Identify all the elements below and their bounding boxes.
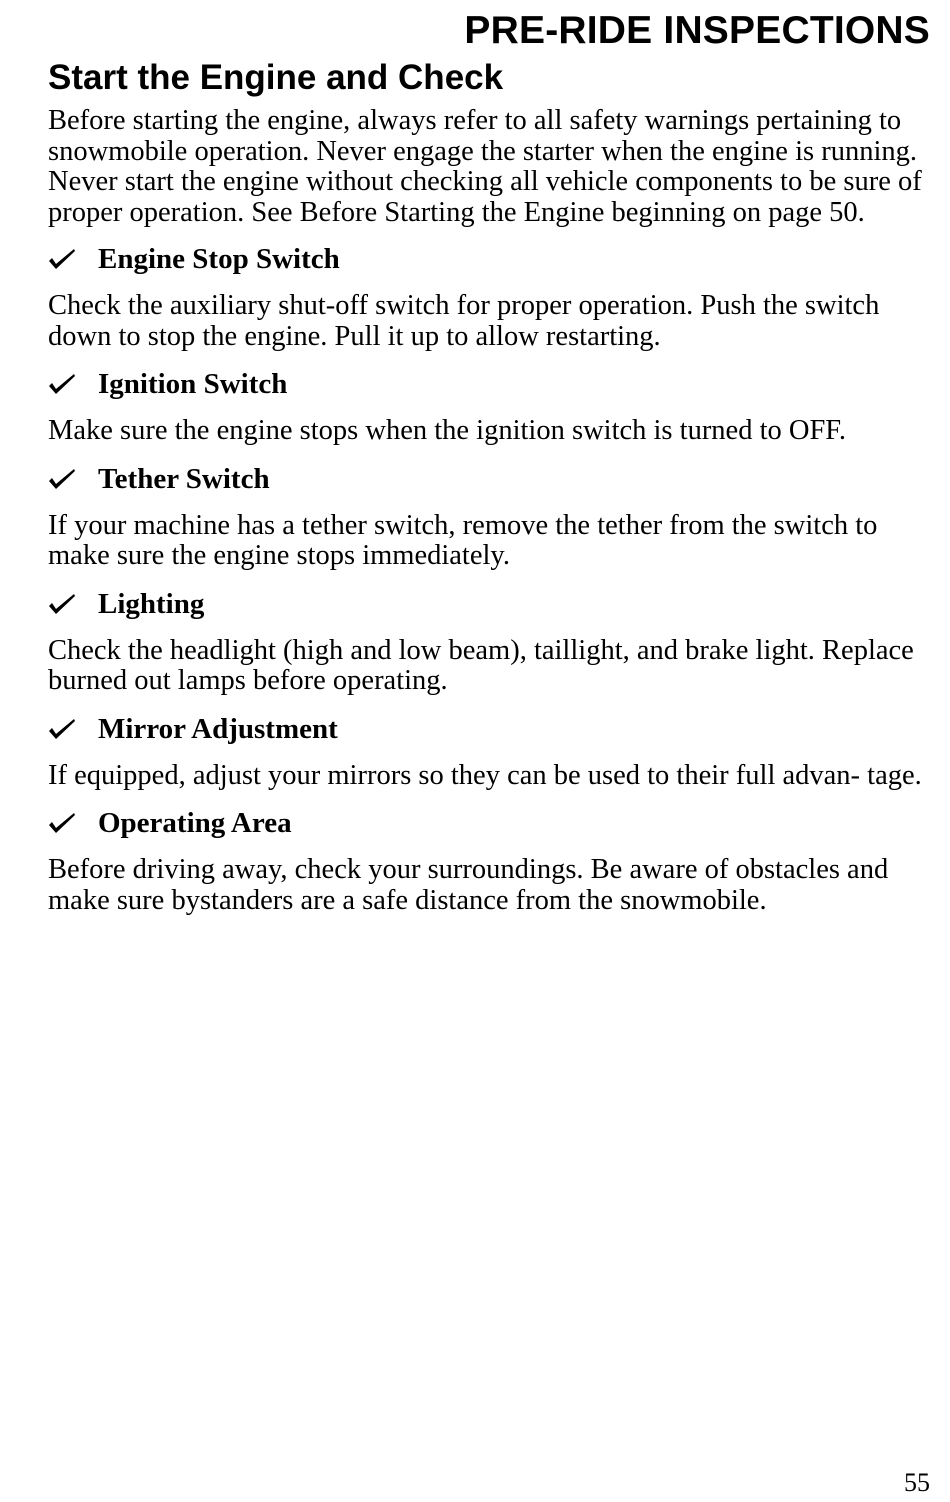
page-header-title: PRE-RIDE INSPECTIONS: [464, 9, 930, 52]
check-label: Operating Area: [98, 807, 292, 840]
section-intro: Before starting the engine, always refer to all safety warnings pertaining to snowmobile operation. Never engage the starter when the engine is running. Never start the engine without checking all vehicle components to be sure of proper operation. See Before Starting the Engine beginning on page 50.: [48, 105, 922, 228]
check-description: Check the auxiliary shut-off switch for proper operation. Push the switch down to stop the engine. Pull it up to allow restarting.: [48, 290, 880, 352]
checkmark-icon: [48, 593, 76, 615]
check-heading: [48, 244, 928, 274]
check-label: Mirror Adjustment: [98, 712, 338, 745]
check-item-tether-switch: [48, 464, 928, 572]
page-number: 55: [904, 1468, 930, 1497]
check-heading: [48, 589, 928, 619]
checkmark-icon: [48, 812, 76, 834]
check-heading: [48, 369, 928, 399]
check-item-mirror-adjustment: [48, 714, 928, 792]
check-label: Tether Switch: [98, 462, 270, 495]
check-item-lighting: [48, 589, 928, 697]
check-heading: [48, 808, 928, 838]
check-item-engine-stop-switch: [48, 244, 928, 352]
section-title: Start the Engine and Check: [48, 58, 504, 97]
checkmark-icon: [48, 373, 76, 395]
check-label: Lighting: [98, 587, 205, 620]
check-description: If your machine has a tether switch, remove the tether from the switch to make sure the engine stops immediately.: [48, 509, 878, 572]
check-item-operating-area: [48, 808, 928, 916]
check-description: Before driving away, check your surroundings. Be aware of obstacles and make sure bystanders are a safe distance from the snowmobile.: [48, 854, 889, 916]
checkmark-icon: [48, 718, 76, 740]
check-description: Make sure the engine stops when the ignition switch is turned to OFF.: [48, 415, 846, 447]
checkmark-icon: [48, 468, 76, 490]
check-description: If equipped, adjust your mirrors so they can be used to their full advan- tage.: [48, 759, 922, 791]
check-description: Check the headlight (high and low beam), taillight, and brake light. Replace burned out lamps before operating.: [48, 634, 914, 697]
check-item-ignition-switch: [48, 369, 928, 447]
checkmark-icon: [48, 248, 76, 270]
check-heading: [48, 464, 928, 494]
check-label: Engine Stop Switch: [98, 243, 340, 276]
check-label: Ignition Switch: [98, 368, 288, 401]
check-heading: [48, 714, 928, 744]
page-content: [48, 58, 928, 933]
